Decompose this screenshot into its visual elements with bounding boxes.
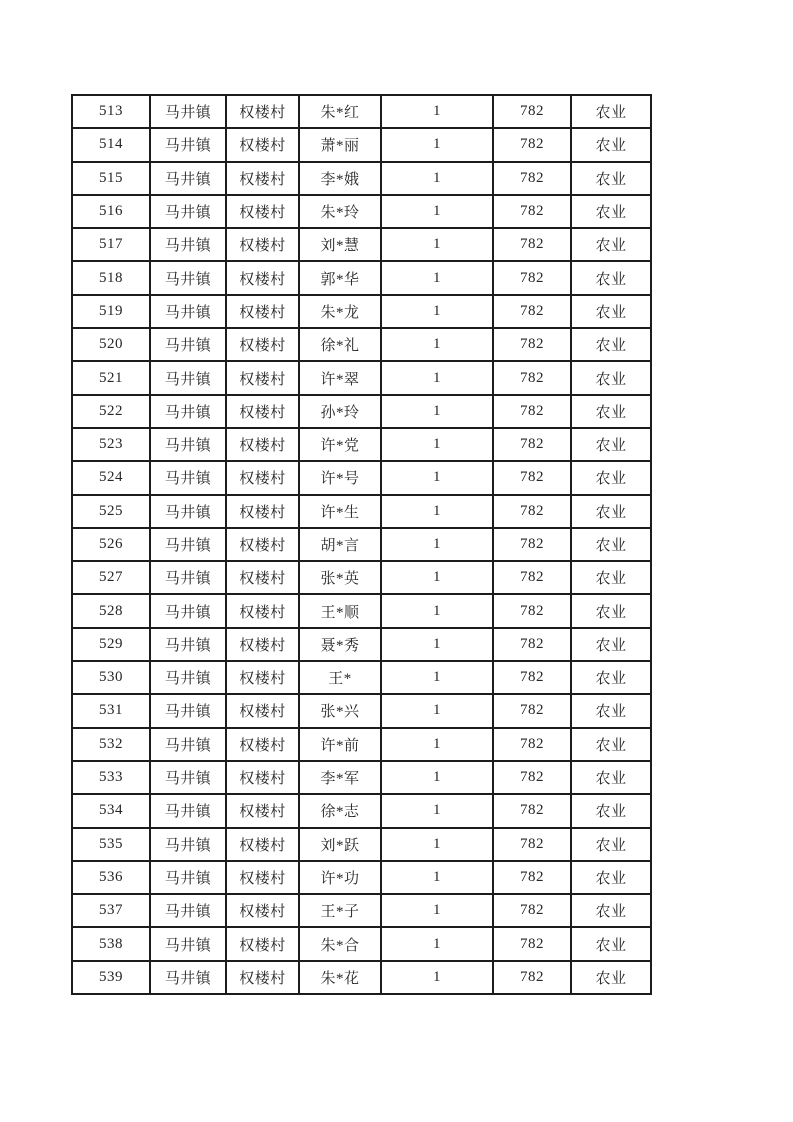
cell-category: 农业 — [571, 628, 651, 661]
cell-village: 权楼村 — [226, 761, 299, 794]
cell-village: 权楼村 — [226, 661, 299, 694]
cell-category: 农业 — [571, 894, 651, 927]
cell-code: 782 — [493, 228, 571, 261]
cell-count: 1 — [381, 228, 493, 261]
cell-count: 1 — [381, 395, 493, 428]
cell-category: 农业 — [571, 927, 651, 960]
cell-town: 马井镇 — [150, 361, 226, 394]
cell-town: 马井镇 — [150, 162, 226, 195]
cell-serial-number: 513 — [72, 95, 150, 128]
table-row — [72, 261, 651, 294]
table-row — [72, 295, 651, 328]
cell-village: 权楼村 — [226, 528, 299, 561]
cell-code: 782 — [493, 428, 571, 461]
table-row — [72, 794, 651, 827]
cell-category: 农业 — [571, 828, 651, 861]
cell-village: 权楼村 — [226, 461, 299, 494]
cell-serial-number: 515 — [72, 162, 150, 195]
cell-code: 782 — [493, 728, 571, 761]
cell-person-name: 许*前 — [299, 728, 381, 761]
cell-town: 马井镇 — [150, 195, 226, 228]
table-row — [72, 927, 651, 960]
cell-serial-number: 535 — [72, 828, 150, 861]
cell-person-name: 朱*合 — [299, 927, 381, 960]
cell-person-name: 朱*玲 — [299, 195, 381, 228]
cell-count: 1 — [381, 528, 493, 561]
cell-town: 马井镇 — [150, 927, 226, 960]
cell-serial-number: 519 — [72, 295, 150, 328]
table-row — [72, 528, 651, 561]
cell-code: 782 — [493, 794, 571, 827]
cell-serial-number: 527 — [72, 561, 150, 594]
cell-village: 权楼村 — [226, 628, 299, 661]
cell-code: 782 — [493, 961, 571, 994]
cell-town: 马井镇 — [150, 228, 226, 261]
table-row — [72, 95, 651, 128]
cell-town: 马井镇 — [150, 328, 226, 361]
cell-count: 1 — [381, 694, 493, 727]
cell-village: 权楼村 — [226, 794, 299, 827]
cell-person-name: 朱*花 — [299, 961, 381, 994]
cell-count: 1 — [381, 328, 493, 361]
cell-village: 权楼村 — [226, 228, 299, 261]
table-row — [72, 128, 651, 161]
cell-village: 权楼村 — [226, 261, 299, 294]
cell-category: 农业 — [571, 195, 651, 228]
cell-town: 马井镇 — [150, 128, 226, 161]
cell-village: 权楼村 — [226, 828, 299, 861]
cell-category: 农业 — [571, 228, 651, 261]
cell-count: 1 — [381, 162, 493, 195]
cell-town: 马井镇 — [150, 295, 226, 328]
cell-serial-number: 518 — [72, 261, 150, 294]
cell-count: 1 — [381, 661, 493, 694]
cell-code: 782 — [493, 694, 571, 727]
cell-town: 马井镇 — [150, 728, 226, 761]
table-row — [72, 195, 651, 228]
cell-village: 权楼村 — [226, 195, 299, 228]
cell-village: 权楼村 — [226, 95, 299, 128]
cell-serial-number: 524 — [72, 461, 150, 494]
table-row — [72, 728, 651, 761]
cell-village: 权楼村 — [226, 428, 299, 461]
cell-category: 农业 — [571, 261, 651, 294]
cell-category: 农业 — [571, 295, 651, 328]
table-row — [72, 961, 651, 994]
cell-category: 农业 — [571, 528, 651, 561]
cell-village: 权楼村 — [226, 128, 299, 161]
cell-person-name: 孙*玲 — [299, 395, 381, 428]
table-row — [72, 228, 651, 261]
cell-village: 权楼村 — [226, 361, 299, 394]
cell-count: 1 — [381, 95, 493, 128]
cell-code: 782 — [493, 628, 571, 661]
cell-town: 马井镇 — [150, 861, 226, 894]
cell-category: 农业 — [571, 428, 651, 461]
cell-count: 1 — [381, 794, 493, 827]
cell-person-name: 王*子 — [299, 894, 381, 927]
cell-person-name: 张*英 — [299, 561, 381, 594]
cell-count: 1 — [381, 295, 493, 328]
cell-village: 权楼村 — [226, 927, 299, 960]
table-row — [72, 594, 651, 627]
cell-serial-number: 516 — [72, 195, 150, 228]
cell-person-name: 朱*红 — [299, 95, 381, 128]
cell-town: 马井镇 — [150, 528, 226, 561]
cell-code: 782 — [493, 528, 571, 561]
cell-count: 1 — [381, 628, 493, 661]
cell-serial-number: 522 — [72, 395, 150, 428]
cell-category: 农业 — [571, 861, 651, 894]
cell-serial-number: 526 — [72, 528, 150, 561]
cell-person-name: 许*功 — [299, 861, 381, 894]
cell-serial-number: 525 — [72, 495, 150, 528]
cell-village: 权楼村 — [226, 561, 299, 594]
cell-count: 1 — [381, 894, 493, 927]
cell-serial-number: 534 — [72, 794, 150, 827]
cell-person-name: 王* — [299, 661, 381, 694]
cell-town: 马井镇 — [150, 894, 226, 927]
cell-count: 1 — [381, 728, 493, 761]
records-table-body — [72, 95, 651, 994]
cell-town: 马井镇 — [150, 95, 226, 128]
cell-person-name: 徐*志 — [299, 794, 381, 827]
cell-category: 农业 — [571, 361, 651, 394]
cell-serial-number: 532 — [72, 728, 150, 761]
table-row — [72, 495, 651, 528]
cell-person-name: 朱*龙 — [299, 295, 381, 328]
cell-serial-number: 529 — [72, 628, 150, 661]
cell-code: 782 — [493, 461, 571, 494]
cell-category: 农业 — [571, 395, 651, 428]
cell-serial-number: 539 — [72, 961, 150, 994]
cell-category: 农业 — [571, 461, 651, 494]
cell-code: 782 — [493, 861, 571, 894]
cell-serial-number: 538 — [72, 927, 150, 960]
cell-village: 权楼村 — [226, 395, 299, 428]
cell-code: 782 — [493, 295, 571, 328]
cell-count: 1 — [381, 561, 493, 594]
cell-serial-number: 537 — [72, 894, 150, 927]
table-row — [72, 761, 651, 794]
cell-town: 马井镇 — [150, 628, 226, 661]
cell-person-name: 王*顺 — [299, 594, 381, 627]
cell-code: 782 — [493, 261, 571, 294]
cell-village: 权楼村 — [226, 694, 299, 727]
cell-town: 马井镇 — [150, 428, 226, 461]
cell-person-name: 聂*秀 — [299, 628, 381, 661]
cell-count: 1 — [381, 361, 493, 394]
cell-village: 权楼村 — [226, 728, 299, 761]
cell-serial-number: 514 — [72, 128, 150, 161]
cell-person-name: 许*号 — [299, 461, 381, 494]
cell-person-name: 李*军 — [299, 761, 381, 794]
cell-code: 782 — [493, 661, 571, 694]
cell-code: 782 — [493, 594, 571, 627]
cell-village: 权楼村 — [226, 961, 299, 994]
cell-category: 农业 — [571, 95, 651, 128]
cell-category: 农业 — [571, 561, 651, 594]
cell-category: 农业 — [571, 661, 651, 694]
cell-code: 782 — [493, 894, 571, 927]
table-row — [72, 395, 651, 428]
cell-town: 马井镇 — [150, 594, 226, 627]
cell-count: 1 — [381, 828, 493, 861]
cell-count: 1 — [381, 461, 493, 494]
cell-town: 马井镇 — [150, 395, 226, 428]
cell-person-name: 许*翠 — [299, 361, 381, 394]
cell-village: 权楼村 — [226, 594, 299, 627]
cell-village: 权楼村 — [226, 162, 299, 195]
cell-serial-number: 528 — [72, 594, 150, 627]
cell-town: 马井镇 — [150, 261, 226, 294]
cell-person-name: 许*生 — [299, 495, 381, 528]
cell-category: 农业 — [571, 728, 651, 761]
cell-count: 1 — [381, 861, 493, 894]
cell-town: 马井镇 — [150, 828, 226, 861]
cell-town: 马井镇 — [150, 961, 226, 994]
table-row — [72, 694, 651, 727]
cell-town: 马井镇 — [150, 495, 226, 528]
cell-person-name: 郭*华 — [299, 261, 381, 294]
cell-town: 马井镇 — [150, 461, 226, 494]
cell-village: 权楼村 — [226, 861, 299, 894]
cell-code: 782 — [493, 195, 571, 228]
cell-count: 1 — [381, 927, 493, 960]
table-row — [72, 828, 651, 861]
table-row — [72, 661, 651, 694]
table-row — [72, 428, 651, 461]
cell-count: 1 — [381, 261, 493, 294]
cell-code: 782 — [493, 927, 571, 960]
cell-village: 权楼村 — [226, 295, 299, 328]
cell-category: 农业 — [571, 128, 651, 161]
cell-count: 1 — [381, 495, 493, 528]
cell-serial-number: 517 — [72, 228, 150, 261]
cell-person-name: 萧*丽 — [299, 128, 381, 161]
cell-serial-number: 533 — [72, 761, 150, 794]
cell-code: 782 — [493, 361, 571, 394]
cell-town: 马井镇 — [150, 794, 226, 827]
cell-category: 农业 — [571, 495, 651, 528]
cell-category: 农业 — [571, 794, 651, 827]
cell-person-name: 胡*言 — [299, 528, 381, 561]
cell-category: 农业 — [571, 594, 651, 627]
cell-serial-number: 531 — [72, 694, 150, 727]
cell-person-name: 张*兴 — [299, 694, 381, 727]
cell-code: 782 — [493, 328, 571, 361]
cell-person-name: 刘*跃 — [299, 828, 381, 861]
cell-category: 农业 — [571, 328, 651, 361]
cell-serial-number: 530 — [72, 661, 150, 694]
cell-category: 农业 — [571, 162, 651, 195]
records-table — [71, 94, 652, 995]
cell-code: 782 — [493, 128, 571, 161]
cell-town: 马井镇 — [150, 761, 226, 794]
table-row — [72, 461, 651, 494]
cell-code: 782 — [493, 761, 571, 794]
cell-person-name: 徐*礼 — [299, 328, 381, 361]
cell-count: 1 — [381, 428, 493, 461]
cell-code: 782 — [493, 495, 571, 528]
cell-village: 权楼村 — [226, 328, 299, 361]
cell-village: 权楼村 — [226, 894, 299, 927]
cell-count: 1 — [381, 128, 493, 161]
cell-code: 782 — [493, 162, 571, 195]
table-row — [72, 561, 651, 594]
cell-count: 1 — [381, 594, 493, 627]
cell-category: 农业 — [571, 761, 651, 794]
cell-town: 马井镇 — [150, 561, 226, 594]
table-row — [72, 861, 651, 894]
cell-serial-number: 520 — [72, 328, 150, 361]
table-row — [72, 328, 651, 361]
cell-count: 1 — [381, 961, 493, 994]
cell-code: 782 — [493, 561, 571, 594]
cell-person-name: 刘*慧 — [299, 228, 381, 261]
cell-code: 782 — [493, 395, 571, 428]
cell-serial-number: 521 — [72, 361, 150, 394]
table-row — [72, 894, 651, 927]
cell-town: 马井镇 — [150, 694, 226, 727]
cell-serial-number: 536 — [72, 861, 150, 894]
table-row — [72, 628, 651, 661]
cell-person-name: 李*娥 — [299, 162, 381, 195]
table-row — [72, 361, 651, 394]
cell-village: 权楼村 — [226, 495, 299, 528]
cell-count: 1 — [381, 761, 493, 794]
cell-town: 马井镇 — [150, 661, 226, 694]
cell-person-name: 许*党 — [299, 428, 381, 461]
cell-code: 782 — [493, 95, 571, 128]
cell-code: 782 — [493, 828, 571, 861]
cell-serial-number: 523 — [72, 428, 150, 461]
table-row — [72, 162, 651, 195]
cell-count: 1 — [381, 195, 493, 228]
cell-category: 农业 — [571, 694, 651, 727]
cell-category: 农业 — [571, 961, 651, 994]
